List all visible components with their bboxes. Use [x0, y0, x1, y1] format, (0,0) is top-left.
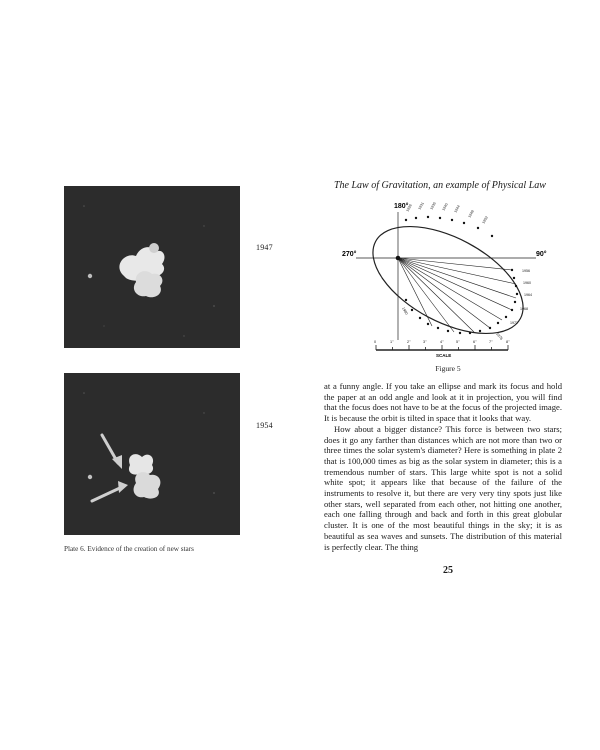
angle-label-right: 90°: [536, 251, 547, 258]
year-label: 1956: [522, 269, 530, 273]
year-label: 1980: [401, 306, 409, 316]
year-label: 1972: [510, 321, 518, 325]
page-number: 25: [443, 565, 453, 576]
orbit-figure: [336, 190, 560, 360]
running-header: The Law of Gravitation, an example of Physical Law: [334, 180, 546, 191]
nebula-image-1954: [64, 373, 240, 535]
body-text: [324, 381, 562, 552]
scale-tick-label: 8": [506, 340, 510, 344]
scale-tick-label: 5": [456, 340, 460, 344]
plate-photo-1954: [64, 373, 240, 535]
scale-tick-label: 4": [440, 340, 444, 344]
angle-label-top: 180°: [394, 203, 409, 210]
paragraph-1: at a funny angle. If you take an ellipse and mark its focus and hold the paper at an odd angle and look at it in projection, you will find that the focus does not have to be at the focus of the projected image. It is because the orbit is tilted in space that it looks that way.: [324, 381, 562, 424]
angle-label-left: 270°: [342, 251, 357, 258]
nebula-image-1947: [64, 186, 240, 348]
year-label: 1976: [495, 332, 504, 341]
figure-caption: Figure 5: [435, 364, 461, 373]
year-label: 1964: [524, 293, 532, 297]
year-label: 1948: [467, 209, 475, 219]
year-label: 1944: [453, 204, 461, 214]
scale-label: SCALE: [436, 353, 452, 358]
year-label: 1935: [429, 201, 437, 211]
photo-year-top: 1947: [256, 243, 273, 252]
plate-caption: Plate 6. Evidence of the creation of new stars: [64, 545, 194, 553]
scale-tick-label: 1": [390, 340, 394, 344]
year-label: 1952: [481, 215, 489, 225]
paragraph-2: How about a bigger distance? This force is between two stars; does it go any farther than distances which are not more than two or three times the solar system's diameter? Here is something in plate 2 that is 100,000 times as big as the solar system in diameter; this is a tremendous number of stars. This large white spot is not a solid white spot; it appears like that because of the failure of the instruments to resolve it, but there are very very tiny spots just like other stars, well separated from each other, not hitting one another, each one falling through and back and forth in this great globular cluster. It is one of the most beautiful things in the sky; it is as beautiful as sea waves and sunsets. The distribution of this material is perfectly clear. The thing: [324, 423, 562, 552]
year-label: 1931: [417, 201, 425, 211]
plate-photo-1947: [64, 186, 240, 348]
scale-tick-label: 3": [423, 340, 427, 344]
scale-tick-label: 2": [407, 340, 411, 344]
year-label: 1960: [523, 281, 531, 285]
photo-year-bottom: 1954: [256, 421, 273, 430]
scale-tick-label: 6": [473, 340, 477, 344]
scale-tick-label: 7": [489, 340, 493, 344]
year-label: 1926: [405, 203, 413, 213]
year-label: 1940: [441, 202, 449, 212]
scale-tick-label: 0: [374, 340, 377, 344]
year-label: 1968: [520, 307, 528, 311]
